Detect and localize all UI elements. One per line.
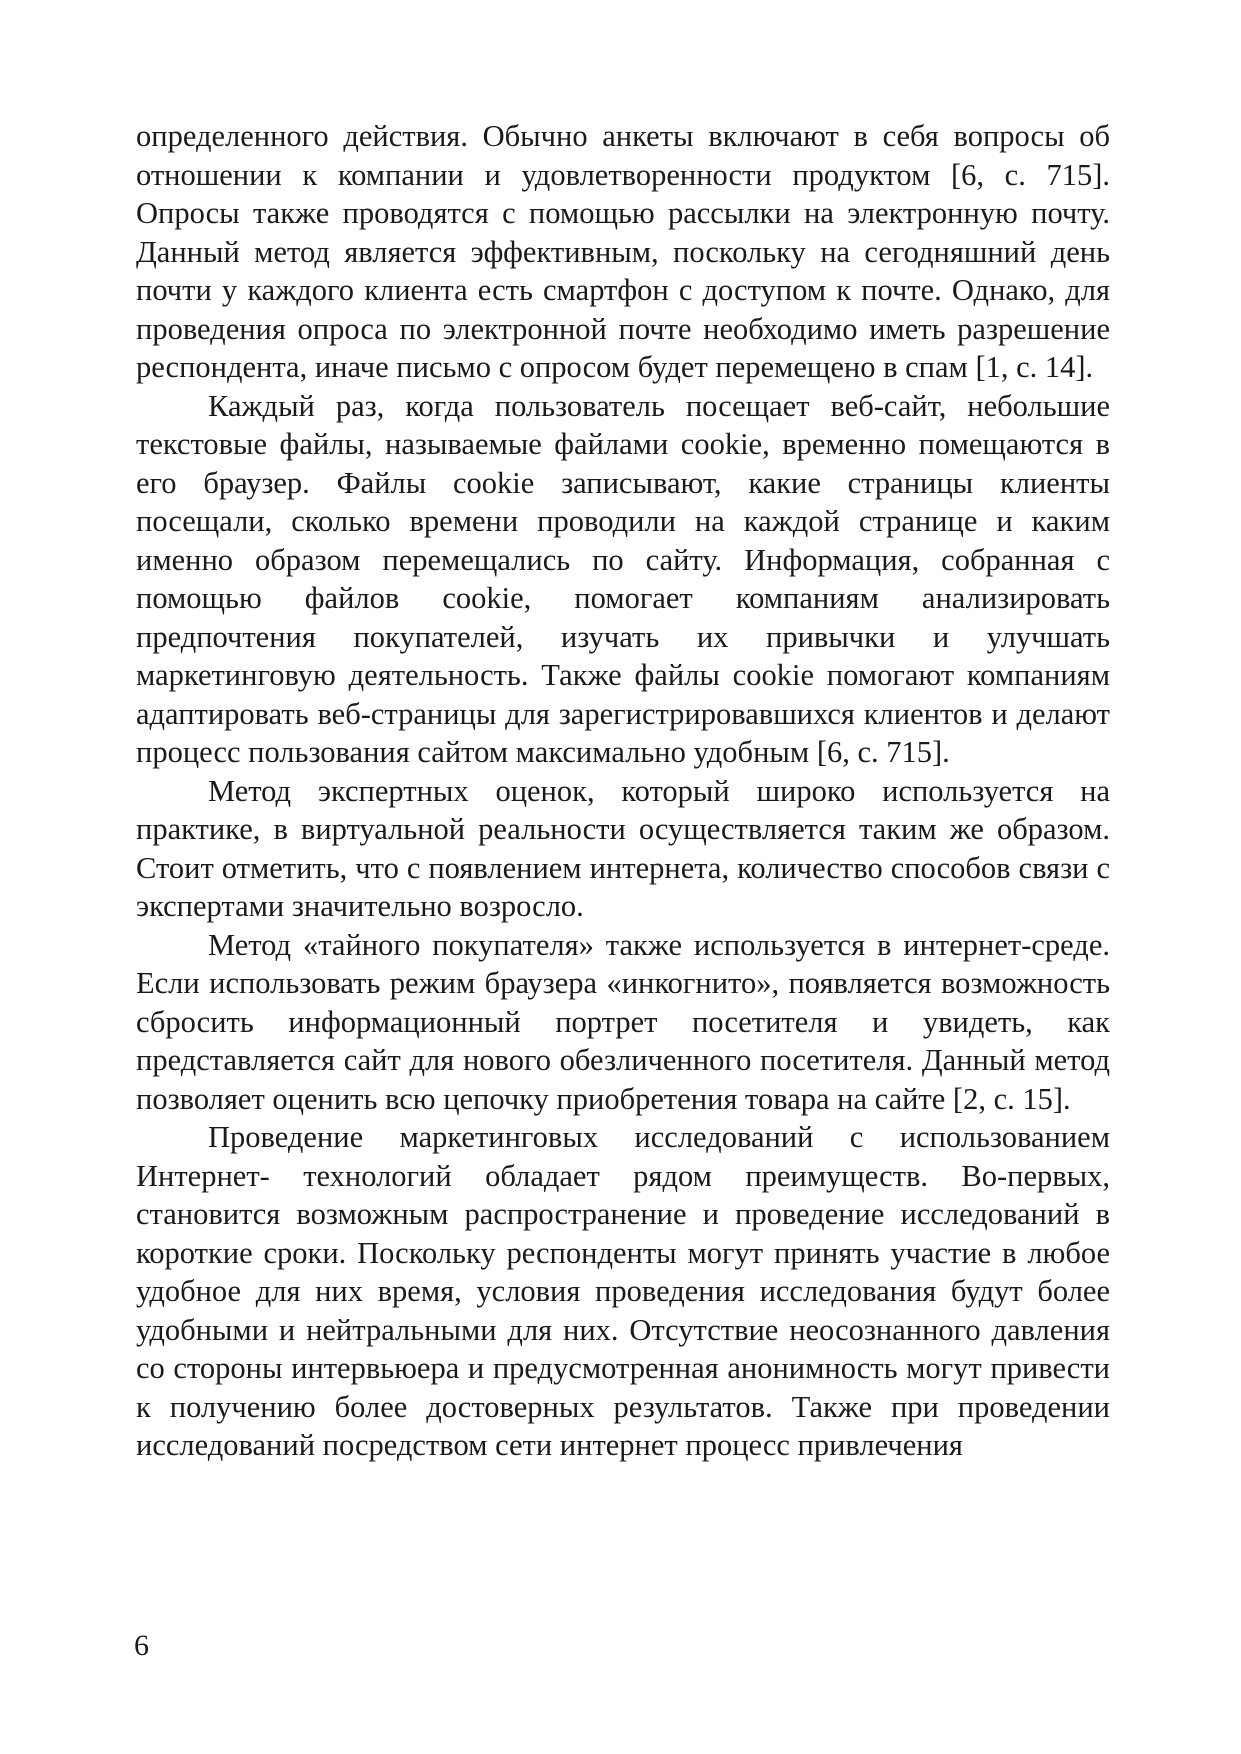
paragraph-1: определенного действия. Обычно анкеты включают в себя вопросы об отношении к компании и удовлетворенности продуктом [6, с. 715]. Опросы также проводятся с помощью рассылки на электронную почту. Данный метод является эффективным, поскольку на сегодняшний день почти у каждого клиента есть смартфон с доступом к почте. Однако, для проведения опроса по электронной почте необходимо иметь разрешение респондента, иначе письмо с опросом будет перемещено в спам [1, с. 14]. (136, 119, 1110, 384)
paragraph-3: Метод экспертных оценок, который широко используется на практике, в виртуальной реальности осуществляется таким же образом. Стоит отметить, что с появлением интернета, количество способов связи с экспертами значительно возросло. (136, 773, 1110, 923)
paragraph-4: Метод «тайного покупателя» также используется в интернет-среде. Если использовать режим браузера «инкогнито», появляется возможность сбросить информационный портрет посетителя и увидеть, как представляется сайт для нового обезличенного посетителя. Данный метод позволяет оценить всю цепочку приобретения товара на сайте [2, с. 15]. (136, 927, 1110, 1116)
page-number: 6 (134, 1629, 149, 1662)
paragraph-5: Проведение маркетинговых исследований с использованием Интернет- технологий обладает рядом преимуществ. Во-первых, становится возможным распространение и проведение исследований в короткие сроки. Поскольку респонденты могут принять участие в любое удобное для них время, условия проведения исследования будут более удобными и нейтральными для них. Отсутствие неосознанного давления со стороны интервьюера и предусмотренная анонимность могут привести к получению более достоверных результатов. Также при проведении исследований посредством сети интернет процесс привлечения (136, 1120, 1110, 1462)
body-text (136, 117, 1110, 1465)
paragraph-2: Каждый раз, когда пользователь посещает веб-сайт, небольшие текстовые файлы, называемые файлами cookie, временно помещаются в его браузер. Файлы cookie записывают, какие страницы клиенты посещали, сколько времени проводили на каждой странице и каким именно образом перемещались по сайту. Информация, собранная с помощью файлов cookie, помогает компаниям анализировать предпочтения покупателей, изучать их привычки и улучшать маркетинговую деятельность. Также файлы cookie помогают компаниям адаптировать веб-страницы для зарегистрировавшихся клиентов и делают процесс пользования сайтом максимально удобным [6, с. 715]. (136, 388, 1110, 769)
